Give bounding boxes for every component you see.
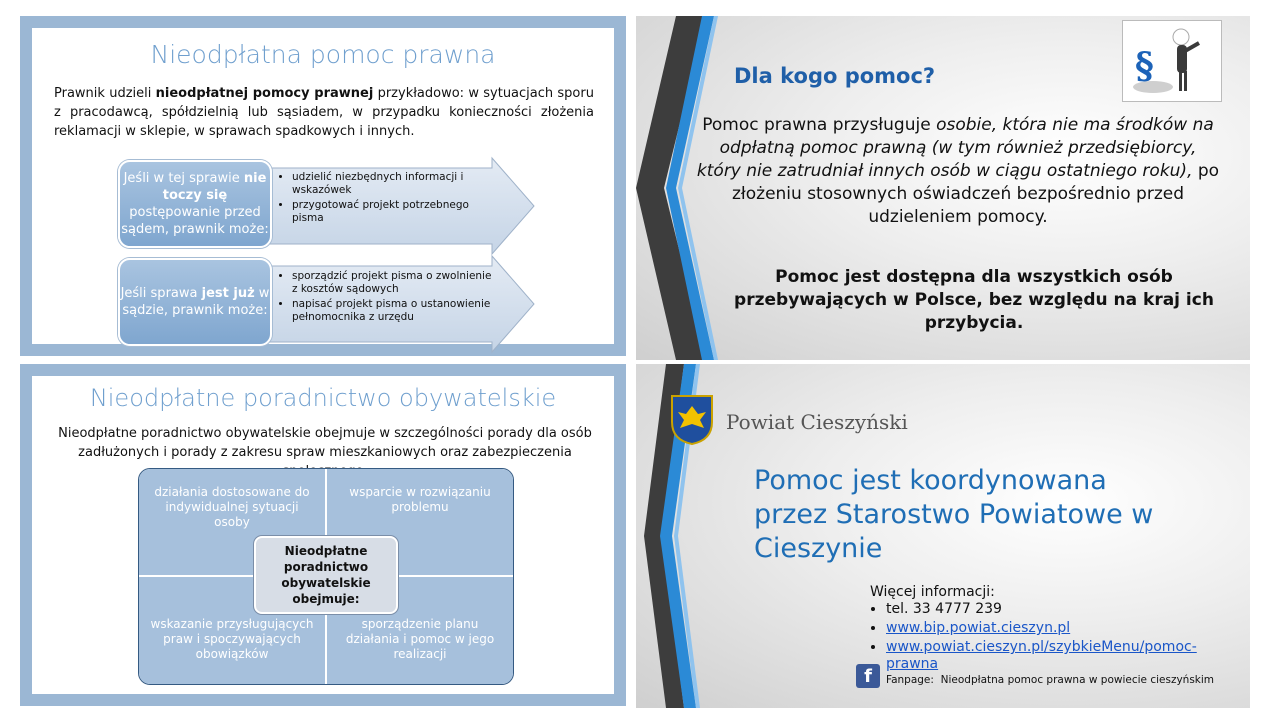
- contact-info: [870, 584, 1220, 673]
- coordination-heading: Pomoc jest koordynowana przez Starostwo Powiatowe w Cieszynie: [754, 465, 1154, 564]
- fanpage-info: [886, 674, 1214, 686]
- phone-number: • tel. 33 4777 239: [886, 601, 1220, 618]
- condition-box-no-case-pre: Jeśli w tej sprawie: [123, 171, 244, 186]
- county-name: Powiat Cieszyński: [726, 410, 908, 434]
- lawyer-clipart: [1122, 20, 1222, 102]
- no-case-actions-list: [282, 171, 492, 227]
- condition-box-case-in-court: [118, 258, 272, 346]
- slide-legal-aid-canvas: [32, 28, 614, 344]
- list-item: • napisać projekt pisma o ustanowienie pełnomocnika z urzędu: [292, 298, 500, 324]
- service-cell-action-plan: sporządzenie planu działania i pomoc w jego realizacji: [327, 577, 513, 684]
- condition-box-no-case: [118, 160, 272, 248]
- service-cell-rights: wskazanie przysługujących praw i spoczywających obowiązków: [139, 577, 325, 684]
- slide-civic-advice-canvas: [32, 376, 614, 694]
- facebook-icon[interactable]: f: [856, 664, 880, 688]
- slide-civic-advice-title: Nieodpłatne poradnictwo obywatelskie: [89, 384, 557, 412]
- list-item: • sporządzić projekt pisma o zwolnienie z kosztów sądowych: [292, 270, 500, 296]
- info-label: Więcej informacji:: [870, 584, 995, 600]
- slide-legal-aid: [20, 16, 626, 356]
- pomoc-prawna-link[interactable]: www.powiat.cieszyn.pl/szybkieMenu/pomoc-prawna: [886, 639, 1197, 672]
- services-center-label: Nieodpłatne poradnictwo obywatelskie obejmuje:: [254, 536, 398, 614]
- condition-box-case-in-court-pre: Jeśli sprawa: [120, 286, 202, 301]
- list-item: • przygotować projekt potrzebnego pisma: [292, 199, 492, 225]
- eligibility-paragraph: [696, 114, 1220, 229]
- service-cell-individual: działania dostosowane do indywidualnej sytuacji osoby: [139, 469, 325, 575]
- slide-legal-aid-title: Nieodpłatna pomoc prawna: [150, 40, 496, 69]
- slide-who-for-title: Dla kogo pomoc?: [734, 64, 936, 88]
- slide-civic-advice-intro: Nieodpłatne poradnictwo obywatelskie obejmuje w szczególności porady dla osób zadłużonych i porady z zakresu spraw mieszkaniowych oraz zabezpieczenia: [58, 426, 592, 460]
- condition-box-no-case-post: postępowanie przed sądem, prawnik może:: [121, 205, 269, 237]
- section-sign-icon: §: [1135, 45, 1154, 87]
- intro-text-pre: Prawnik udzieli: [54, 86, 156, 101]
- eligibility-italic: osobie, która nie ma środków na odpłatną pomoc prawną (w tym również przedsiębiorcy, który nie zatrudniał innych osób w ciągu ostatniego roku),: [696, 115, 1214, 181]
- slide-legal-aid-intro: [54, 84, 594, 141]
- case-in-court-actions-list: [282, 270, 500, 326]
- service-cell-problem-solving: wsparcie w rozwiązaniu problemu: [327, 469, 513, 575]
- slide-civic-advice: [20, 364, 626, 706]
- condition-box-case-in-court-bold: jest już: [201, 286, 255, 301]
- slide-who-for: [636, 16, 1250, 360]
- coat-of-arms-icon: [670, 394, 714, 446]
- condition-box-case-in-court-post: w sądzie, prawnik może:: [122, 286, 270, 318]
- fanpage-name[interactable]: Nieodpłatna pomoc prawna w powiecie cieszyńskim: [940, 674, 1215, 686]
- fanpage-label: Fanpage:: [886, 674, 934, 686]
- slide-coordination: [636, 364, 1250, 708]
- eligibility-post: po złożeniu stosownych oświadczeń bezpośrednio przed udzieleniem pomocy.: [731, 161, 1220, 227]
- intro-text-bold: nieodpłatnej pomocy prawnej: [155, 86, 374, 101]
- list-item: • udzielić niezbędnych informacji i wskazówek: [292, 171, 492, 197]
- availability-paragraph: Pomoc jest dostępna dla wszystkich osób przebywających w Polsce, bez względu na kraj ich przybycia.: [734, 267, 1214, 333]
- eligibility-pre: Pomoc prawna przysługuje: [702, 115, 937, 135]
- intro-text-post: przykładowo: w sytuacjach sporu z pracodawcą, spółdzielnią lub sąsiadem, w przypadku konieczności złożenia reklamacji w sklepie, w sprawach spadkowych i innych.: [54, 86, 594, 139]
- condition-box-no-case-bold: nie toczy się: [162, 171, 267, 203]
- bip-link[interactable]: www.bip.powiat.cieszyn.pl: [886, 620, 1071, 636]
